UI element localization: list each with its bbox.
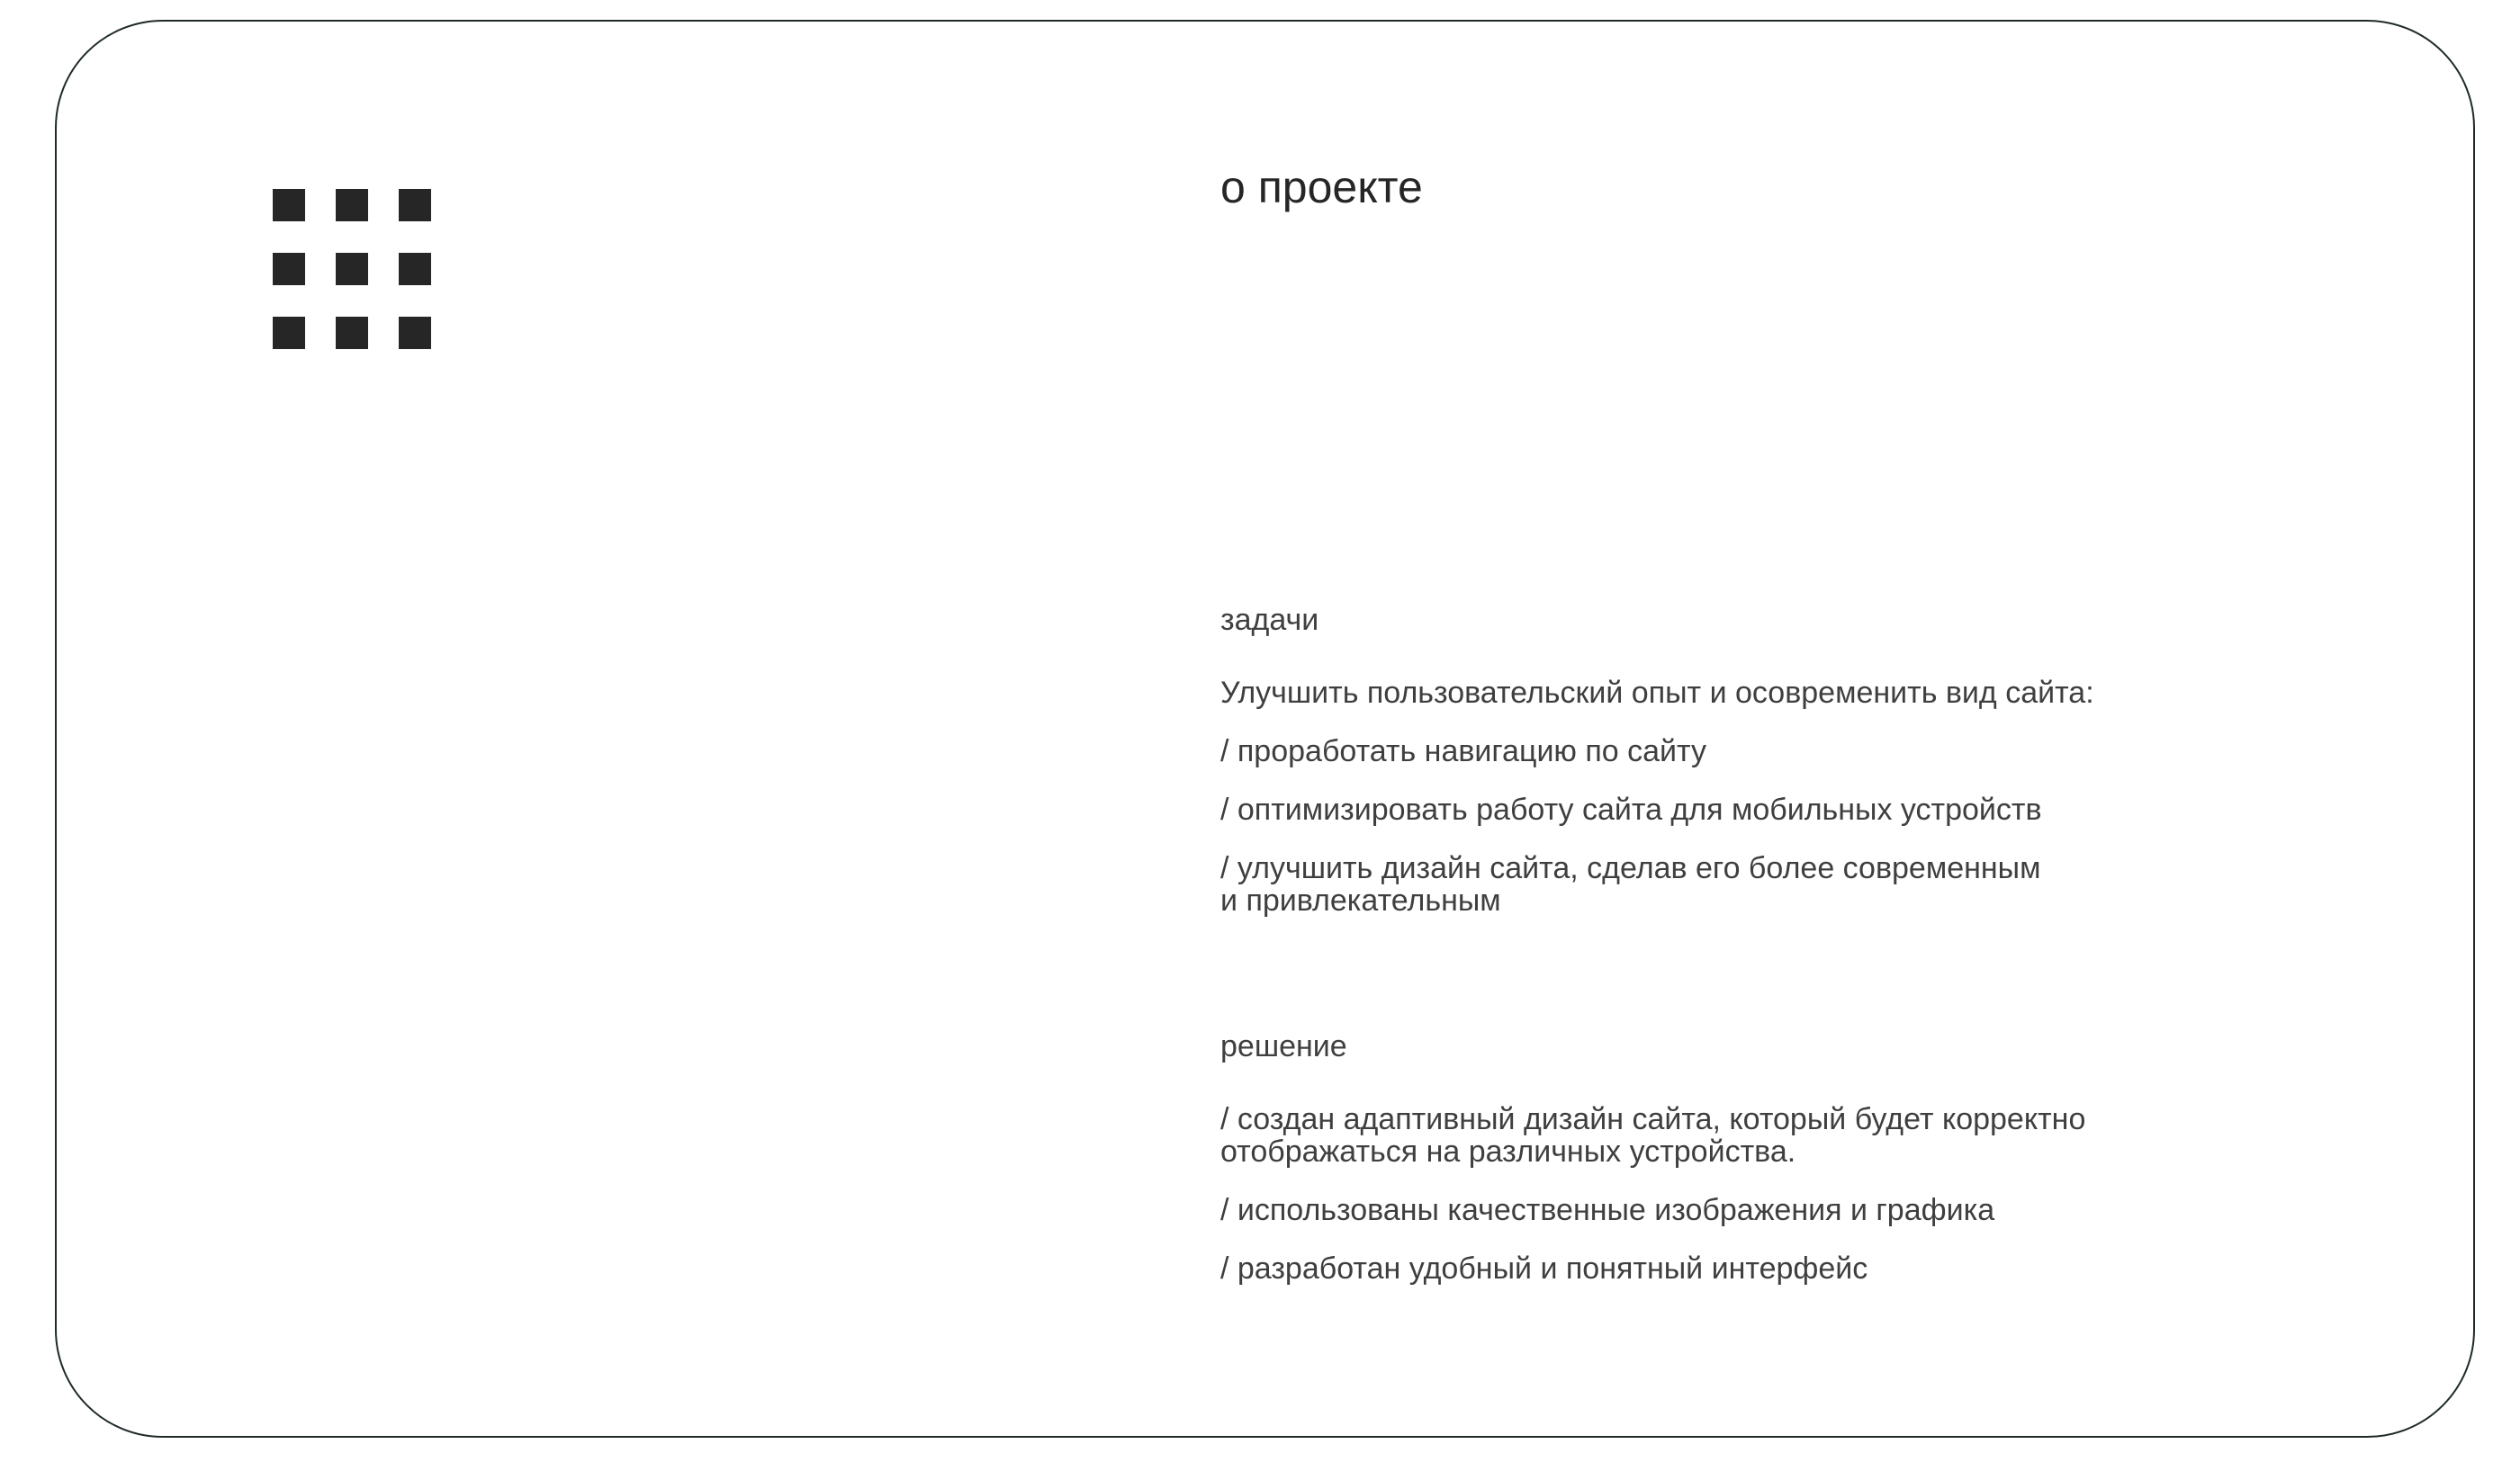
page-title: о проекте (1220, 162, 1423, 212)
grid-square (399, 253, 431, 285)
task-item-continuation: и привлекательным (1220, 884, 1501, 918)
grid-square (336, 253, 368, 285)
solution-heading: решение (1220, 1029, 1347, 1063)
tasks-intro: Улучшить пользовательский опыт и осовременить вид сайта: (1220, 676, 2094, 710)
tasks-heading: задачи (1220, 603, 1319, 637)
task-item: / проработать навигацию по сайту (1220, 734, 1706, 768)
grid-square (336, 317, 368, 349)
solution-item: / создан адаптивный дизайн сайта, который будет корректно (1220, 1102, 2086, 1136)
task-item: / оптимизировать работу сайта для мобильных устройств (1220, 793, 2042, 827)
grid-square (273, 189, 305, 221)
grid-square (399, 189, 431, 221)
solution-item: / разработан удобный и понятный интерфейс (1220, 1251, 1868, 1286)
grid-square (336, 189, 368, 221)
solution-item: / использованы качественные изображения и графика (1220, 1193, 1995, 1227)
grid-square (273, 317, 305, 349)
task-item: / улучшить дизайн сайта, сделав его более современным (1220, 851, 2041, 885)
grid-square (399, 317, 431, 349)
solution-item-continuation: отображаться на различных устройства. (1220, 1135, 1796, 1169)
grid-menu-icon (273, 189, 431, 349)
grid-square (273, 253, 305, 285)
